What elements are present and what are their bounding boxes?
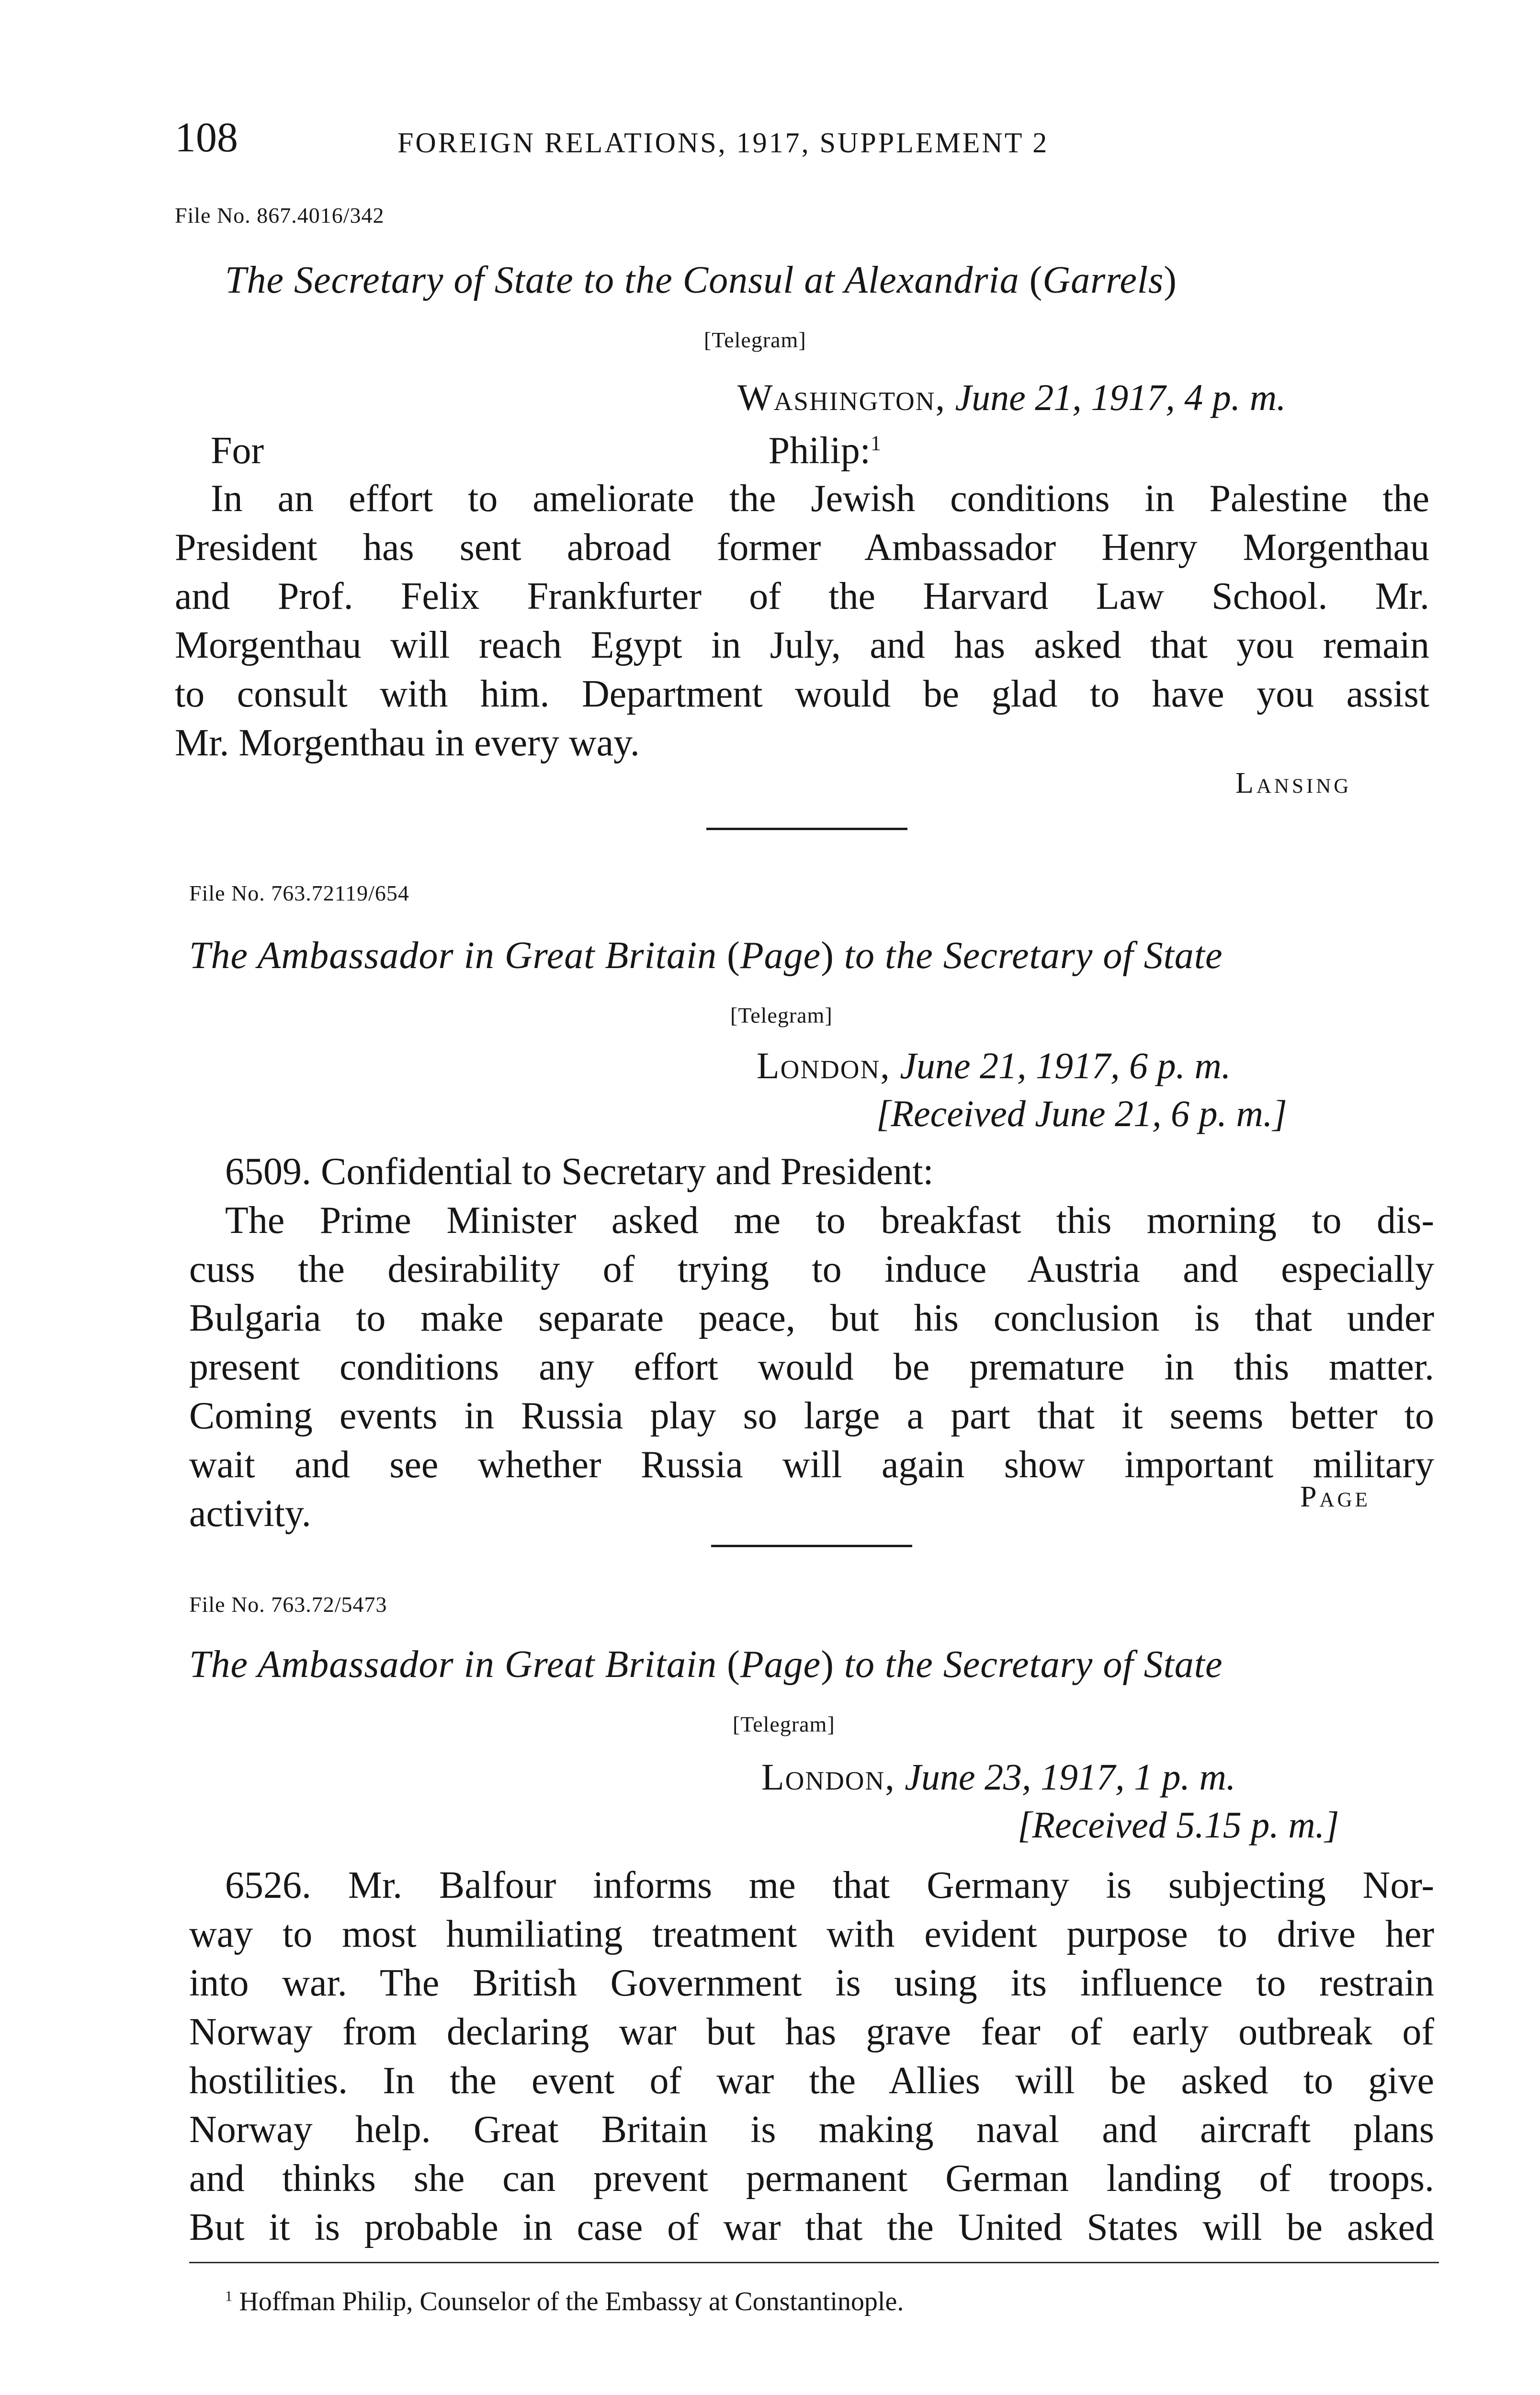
body-line: and thinks she can prevent permanent German landing of troops. [189, 2157, 1434, 2200]
body-line: Morgenthau will reach Egypt in July, and has asked that you remain [175, 624, 1429, 666]
title-text: The Ambassador in Great Britain [189, 935, 717, 977]
body-line: Mr. Morgenthau in every way. [175, 722, 640, 764]
body-line: activity. [189, 1493, 311, 1535]
footnote [225, 2285, 904, 2318]
body-line: cuss the desirability of trying to induce Austria and especially [189, 1248, 1434, 1290]
dateline-place: London, [757, 1045, 891, 1086]
body-line: The Prime Minister asked me to breakfast this morning to dis- [225, 1199, 1434, 1242]
dateline-date: June 21, 1917, 4 p. m. [955, 376, 1286, 418]
footnote-reference: 1 [871, 431, 881, 455]
document-body [189, 1861, 1434, 2252]
body-line: way to most humiliating treatment with evident purpose to drive her [189, 1913, 1434, 1955]
body-line: wait and see whether Russia will again show important military [189, 1444, 1434, 1486]
footnote-rule [189, 2262, 1439, 2263]
title-text: The Ambassador in Great Britain [189, 1643, 717, 1686]
dateline-date: June 21, 1917, 6 p. m. [900, 1045, 1231, 1086]
dateline-place: London, [761, 1756, 895, 1798]
received-note: [Received 5.15 p. m.] [1018, 1804, 1339, 1846]
signature: Page [1300, 1481, 1370, 1513]
body-line: and Prof. Felix Frankfurter of the Harvard Law School. Mr. [175, 575, 1429, 617]
body-line: present conditions any effort would be premature in this matter. [189, 1346, 1434, 1388]
signature: Lansing [1235, 767, 1352, 799]
document-title: The Secretary of State to the Consul at Alexandria (Garrels) [225, 259, 1177, 301]
title-end: to the Secretary of State [844, 935, 1223, 977]
telegram-label: [Telegram] [730, 1003, 833, 1027]
body-line: In an effort to ameliorate the Jewish conditions in Palestine the [211, 478, 1429, 520]
document-title: The Ambassador in Great Britain (Page) to the Secretary of State [189, 935, 1223, 977]
title-end: to the Secretary of State [844, 1643, 1223, 1686]
telegram-label: [Telegram] [733, 1712, 835, 1736]
salutation [211, 426, 881, 475]
telegram-label: [Telegram] [704, 328, 806, 352]
body-line: 6509. Confidential to Secretary and President: [225, 1151, 934, 1193]
document-body [189, 1147, 1434, 1538]
body-line: into war. The British Government is using its influence to restrain [189, 1962, 1434, 2004]
title-paren: Garrels [1042, 259, 1164, 301]
footnote-text: Hoffman Philip, Counselor of the Embassy at Constantinople. [239, 2287, 904, 2316]
footnote-marker: 1 [225, 2288, 233, 2304]
title-paren: Page [740, 1643, 821, 1686]
dateline [757, 1042, 1231, 1090]
body-line: 6526. Mr. Balfour informs me that Germany is subjecting Nor- [225, 1864, 1434, 1906]
body-line: Norway help. Great Britain is making naval and aircraft plans [189, 2109, 1434, 2151]
salutation-text: For Philip: [211, 430, 871, 472]
running-title: FOREIGN RELATIONS, 1917, SUPPLEMENT 2 [397, 127, 1049, 159]
dateline [737, 374, 1286, 422]
document-title: The Ambassador in Great Britain (Page) to the Secretary of State [189, 1643, 1223, 1686]
section-divider [706, 828, 907, 830]
dateline-place: Washington, [737, 376, 946, 418]
page-number: 108 [175, 114, 238, 161]
file-number: File No. 763.72119/654 [189, 881, 409, 905]
body-line: to consult with him. Department would be glad to have you assist [175, 673, 1429, 715]
dateline-date: June 23, 1917, 1 p. m. [905, 1756, 1236, 1798]
body-line: Bulgaria to make separate peace, but his conclusion is that under [189, 1297, 1434, 1339]
section-divider [711, 1545, 912, 1547]
body-line: Coming events in Russia play so large a part that it seems better to [189, 1395, 1434, 1437]
received-note: [Received June 21, 6 p. m.] [876, 1093, 1287, 1134]
file-number: File No. 763.72/5473 [189, 1592, 387, 1617]
title-paren: Page [740, 935, 821, 977]
body-line: President has sent abroad former Ambassador Henry Morgenthau [175, 526, 1429, 569]
body-line: Norway from declaring war but has grave fear of early outbreak of [189, 2011, 1434, 2053]
dateline [761, 1753, 1235, 1801]
body-line: hostilities. In the event of war the Allies will be asked to give [189, 2060, 1434, 2102]
file-number: File No. 867.4016/342 [175, 203, 385, 228]
title-text: The Secretary of State to the Consul at Alexandria [225, 259, 1019, 301]
body-line: But it is probable in case of war that the United States will be asked [189, 2206, 1434, 2248]
document-body [175, 474, 1429, 767]
